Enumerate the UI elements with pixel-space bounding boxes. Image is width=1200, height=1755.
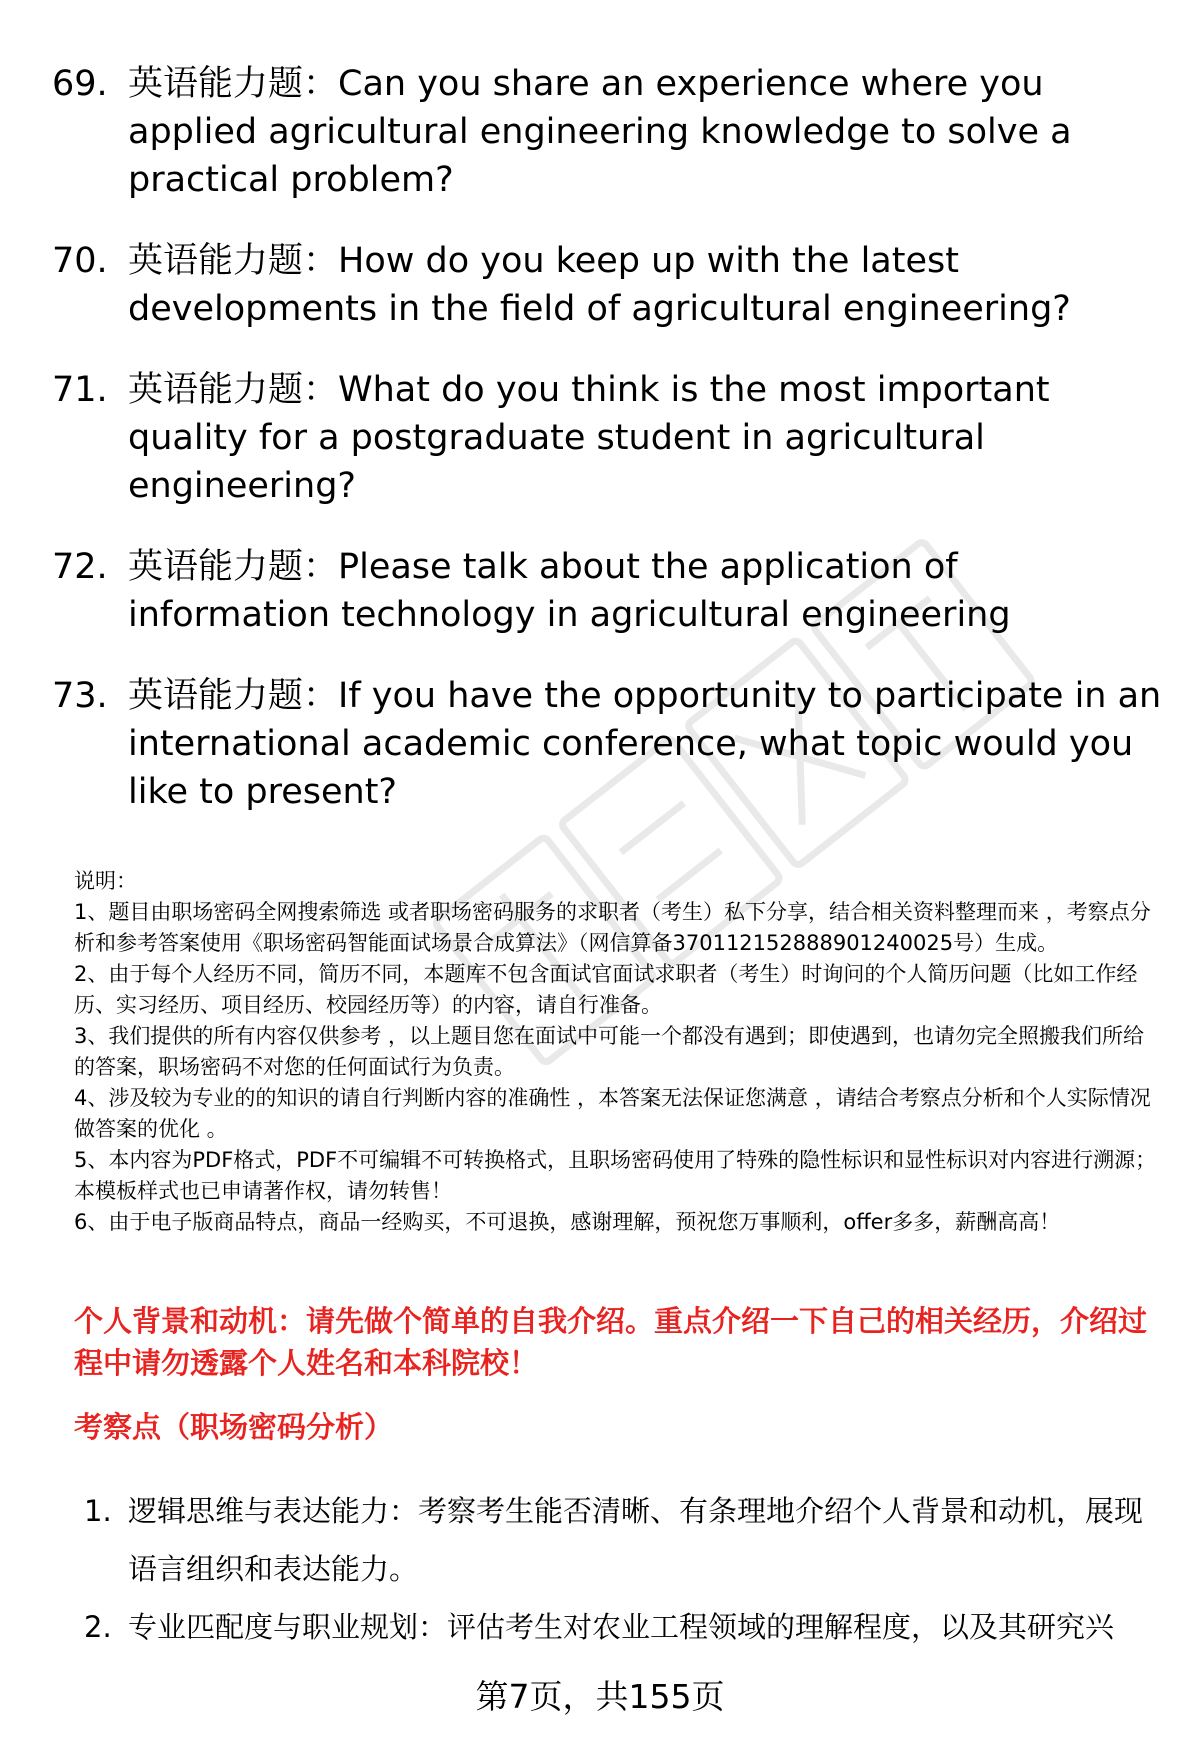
note-item: 1、题目由职场密码全网搜索筛选 或者职场密码服务的求职者（考生）私下分享，结合相关资料整理而来 ，考察点分析和参考答案使用《职场密码智能面试场景合成算法》（网信算备370112152888901240025号）生成。 (74, 900, 1151, 955)
question-number: 70. (52, 241, 108, 281)
note-item: 4、涉及较为专业的的知识的请自行判断内容的准确性 ，本答案无法保证您满意 ，请结合考察点分析和个人实际情况做答案的优化 。 (74, 1086, 1151, 1141)
question-item-70 (52, 237, 1162, 333)
analysis-point-number: 1. (84, 1494, 112, 1528)
analysis-point-number: 2. (84, 1610, 112, 1644)
question-item-73 (52, 672, 1162, 816)
question-text: 英语能力题：If you have the opportunity to participate in an international academic conference, what topic would you like to present? (128, 676, 1162, 812)
question-text: 英语能力题：Please talk about the application of information technology in agricultural engineering (128, 547, 1011, 635)
question-number: 73. (52, 676, 108, 716)
note-item: 6、由于电子版商品特点，商品一经购买，不可退换，感谢理解，预祝您万事顺利，offer多多，薪酬高高！ (74, 1210, 1061, 1234)
analysis-point (84, 1482, 1164, 1598)
analysis-point-text: 专业匹配度与职业规划：评估考生对农业工程领域的理解程度，以及其研究兴 (128, 1610, 1115, 1644)
note-item: 3、我们提供的所有内容仅供参考 ，以上题目您在面试中可能一个都没有遇到；即使遇到，也请勿完全照搬我们所给的答案，职场密码不对您的任何面试行为负责。 (74, 1024, 1145, 1079)
question-item-71 (52, 366, 1162, 510)
note-item: 5、本内容为PDF格式，PDF不可编辑不可转换格式，且职场密码使用了特殊的隐性标识和显性标识对内容进行溯源；本模板样式也已申请著作权，请勿转售！ (74, 1148, 1157, 1203)
page-number: 第7页，共155页 (475, 1677, 725, 1716)
analysis-point-list (84, 1482, 1164, 1656)
question-item-69 (52, 60, 1162, 204)
analysis-point (84, 1598, 1164, 1656)
question-list (52, 60, 1162, 849)
question-number: 69. (52, 64, 108, 104)
question-text: 英语能力题：What do you think is the most important quality for a postgraduate student in agricultural engineering? (128, 370, 1050, 506)
analysis-point-text: 逻辑思维与表达能力：考察考生能否清晰、有条理地介绍个人背景和动机，展现语言组织和表达能力。 (128, 1494, 1144, 1586)
notes-block (74, 866, 1158, 1238)
notes-title: 说明： (74, 869, 137, 893)
question-number: 72. (52, 547, 108, 587)
analysis-heading: 考察点（职场密码分析） (74, 1410, 394, 1444)
question-number: 71. (52, 370, 108, 410)
question-text: 英语能力题：How do you keep up with the latest developments in the field of agricultural engineering? (128, 241, 1071, 329)
question-item-72 (52, 543, 1162, 639)
note-item: 2、由于每个人经历不同，简历不同，本题库不包含面试官面试求职者（考生）时询问的个人简历问题（比如工作经历、实习经历、项目经历、校园经历等）的内容，请自行准备。 (74, 962, 1138, 1017)
section-heading: 个人背景和动机：请先做个简单的自我介绍。重点介绍一下自己的相关经历，介绍过程中请勿透露个人姓名和本科院校！ (74, 1304, 1148, 1380)
question-text: 英语能力题：Can you share an experience where you applied agricultural engineering knowledge to solve a practical problem? (128, 64, 1072, 200)
